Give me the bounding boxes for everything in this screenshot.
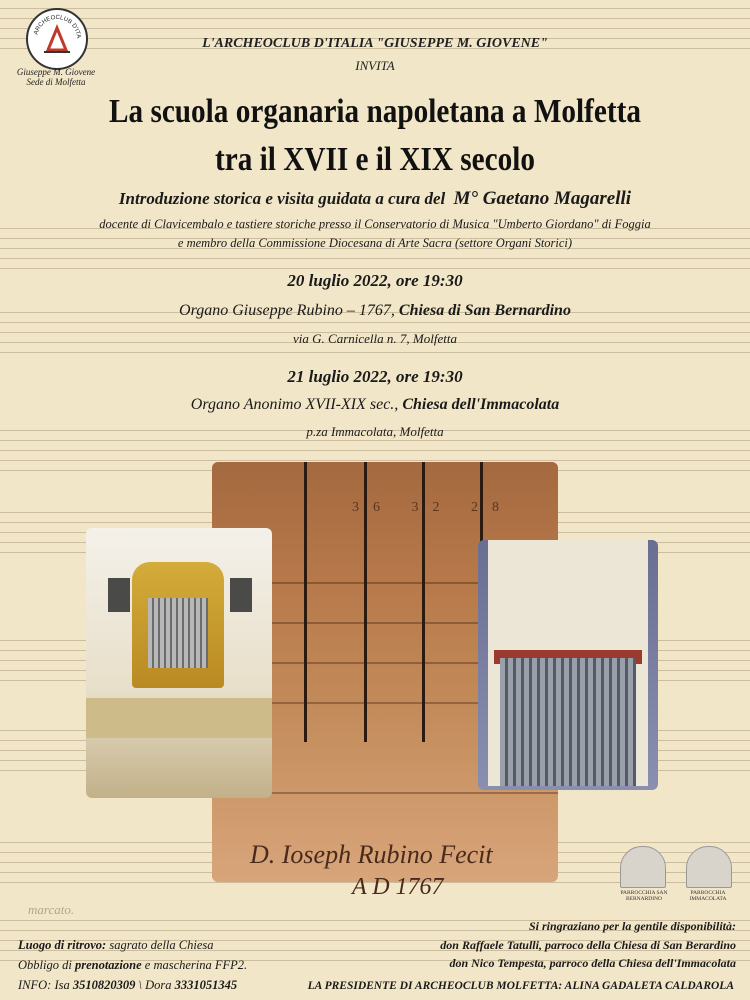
intro-text: Introduzione storica e visita guidata a cura del [118, 189, 446, 208]
info-isa-phone: 3510820309 [72, 978, 136, 992]
info-line [18, 978, 237, 993]
logo-caption-line1: Giuseppe M. Giovene [16, 67, 96, 77]
info-separator: \ [138, 978, 142, 992]
meeting-label: Luogo di ritrovo: [18, 938, 107, 952]
parish-logos [612, 846, 740, 906]
meeting-value: sagrato della Chiesa [109, 938, 214, 952]
event-church: Chiesa di San Bernardino [398, 302, 571, 319]
obligation-bold: prenotazione [74, 958, 142, 972]
obligation-line [18, 958, 247, 973]
info-label: INFO: [18, 978, 52, 992]
event-date: 21 luglio 2022, ore 19:30 [287, 367, 463, 386]
speaker-bio-line1: docente di Clavicembalo e tastiere storiche presso il Conservatorio di Musica "Umberto Giordano" di Foggia [99, 217, 651, 231]
thanks-heading: Si ringraziano per la gentile disponibilità: [528, 919, 736, 933]
intro-line [0, 188, 750, 210]
info-isa-name: Isa [54, 978, 70, 992]
invita-label: INVITA [355, 58, 395, 73]
page-title-line2: tra il XVII e il XIX secolo [215, 141, 535, 178]
church-icon [620, 846, 666, 888]
obligation-suffix: e mascherina FFP2. [144, 958, 248, 972]
thanks-line1: don Raffaele Tatulli, parroco della Chiesa di San Berardino [440, 938, 736, 952]
church-icon [686, 846, 732, 888]
event-organ-name: Organo Giuseppe Rubino – 1767, [179, 302, 395, 319]
event-organ-name: Organo Anonimo XVII-XIX sec., [190, 396, 399, 413]
parish-label: PARROCCHIA IMMACOLATA [689, 890, 727, 902]
event-address: p.za Immacolata, Molfetta [306, 424, 444, 439]
immacolata-organ-photo [478, 540, 658, 790]
thanks-line2: don Nico Tempesta, parroco della Chiesa dell'Immacolata [449, 956, 736, 970]
organ-inscription-date: A D 1767 [352, 874, 444, 900]
page-title-line1: La scuola organaria napoletana a Molfetta [109, 93, 641, 130]
event-date: 20 luglio 2022, ore 19:30 [287, 271, 463, 290]
logo-caption-line2: Sede di Molfetta [26, 77, 86, 87]
logo-ring-text: ARCHEOCLUB D'ITA [33, 14, 82, 39]
pipe-numbers: 36 32 28 [352, 500, 513, 515]
event-organ [0, 396, 750, 414]
organ-inscription: D. Ioseph Rubino Fecit [250, 840, 493, 869]
speaker-name: M° Gaetano Magarelli [453, 188, 632, 209]
event-organ [0, 302, 750, 320]
parish-label: PARROCCHIA SAN BERNARDINO [620, 890, 668, 902]
info-dora-name: Dora [145, 978, 172, 992]
san-bernardino-organ-photo [86, 528, 272, 798]
obligation-prefix: Obbligo di [18, 958, 72, 972]
meeting-point [18, 938, 214, 953]
speaker-bio-line2: e membro della Commissione Diocesana di Arte Sacra (settore Organi Storici) [177, 236, 573, 250]
organizer-heading: L'ARCHEOCLUB D'ITALIA "GIUSEPPE M. GIOVENE" [202, 36, 548, 51]
president-signature: LA PRESIDENTE DI ARCHEOCLUB MOLFETTA: ALINA GADALETA CALDAROLA [307, 980, 734, 992]
info-dora-phone: 3331051345 [174, 978, 238, 992]
score-marking: marcato. [28, 902, 75, 917]
event-church: Chiesa dell'Immacolata [402, 396, 560, 413]
event-address: via G. Carnicella n. 7, Molfetta [293, 331, 457, 346]
